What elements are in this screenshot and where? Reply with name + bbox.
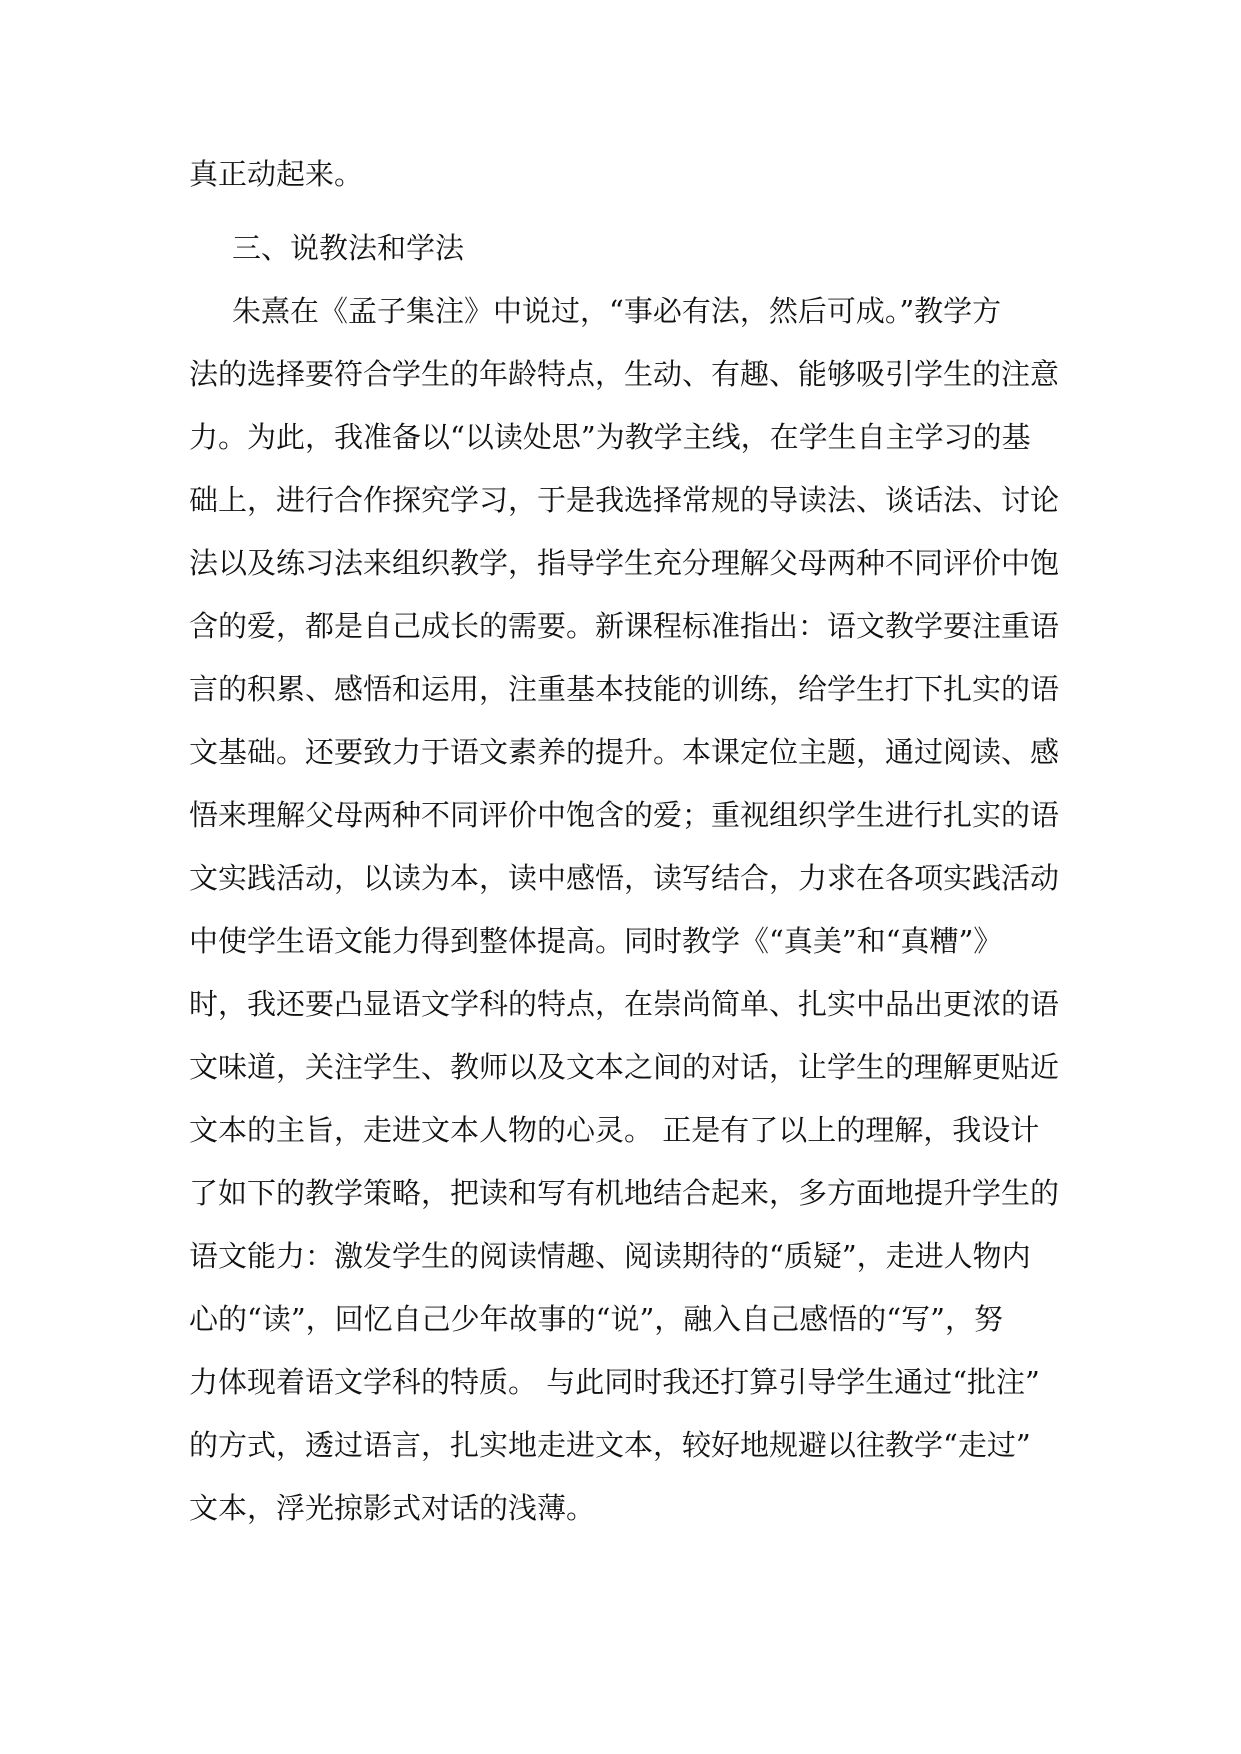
text-line: 力。为此，我准备以“以读处思”为教学主线，在学生自主学习的基 — [189, 420, 1031, 454]
text-line: 文实践活动，以读为本，读中感悟，读写结合，力求在各项实践活动 — [189, 861, 1060, 895]
text-line: 文味道，关注学生、教师以及文本之间的对话，让学生的理解更贴近 — [189, 1050, 1060, 1084]
text-line: 文本，浮光掠影式对话的浅薄。 — [189, 1491, 596, 1525]
text-line: 真正动起来。 — [189, 157, 364, 191]
text-line: 文基础。还要致力于语文素养的提升。本课定位主题，通过阅读、感 — [189, 735, 1060, 769]
text-line: 中使学生语文能力得到整体提高。同时教学《“真美”和“真糟”》 — [189, 924, 1003, 958]
text-line: 语文能力：激发学生的阅读情趣、阅读期待的“质疑”，走进人物内 — [189, 1239, 1031, 1273]
text-line: 础上，进行合作探究学习，于是我选择常规的导读法、谈话法、讨论 — [189, 483, 1060, 517]
text-line: 悟来理解父母两种不同评价中饱含的爱；重视组织学生进行扎实的语 — [189, 798, 1060, 832]
text-line: 文本的主旨，走进文本人物的心灵。 正是有了以上的理解，我设计 — [189, 1113, 1040, 1147]
text-line: 法以及练习法来组织教学，指导学生充分理解父母两种不同评价中饱 — [189, 546, 1060, 580]
text-line: 法的选择要符合学生的年龄特点，生动、有趣、能够吸引学生的注意 — [189, 357, 1060, 391]
text-line: 含的爱，都是自己成长的需要。新课程标准指出：语文教学要注重语 — [189, 609, 1060, 643]
paragraph-first-line: 朱熹在《孟子集注》中说过，“事必有法，然后可成。”教学方 — [232, 294, 1002, 328]
text-line: 的方式，透过语言，扎实地走进文本，较好地规避以往教学“走过” — [189, 1428, 1031, 1462]
text-line: 言的积累、感悟和运用，注重基本技能的训练，给学生打下扎实的语 — [189, 672, 1060, 706]
section-heading: 三、说教法和学法 — [232, 231, 465, 265]
text-line: 力体现着语文学科的特质。 与此同时我还打算引导学生通过“批注” — [189, 1365, 1040, 1399]
text-line: 了如下的教学策略，把读和写有机地结合起来，多方面地提升学生的 — [189, 1176, 1060, 1210]
text-line: 时，我还要凸显语文学科的特点，在崇尚简单、扎实中品出更浓的语 — [189, 987, 1060, 1021]
text-line: 心的“读”，回忆自己少年故事的“说”，融入自己感悟的“写”，努 — [189, 1302, 1003, 1336]
